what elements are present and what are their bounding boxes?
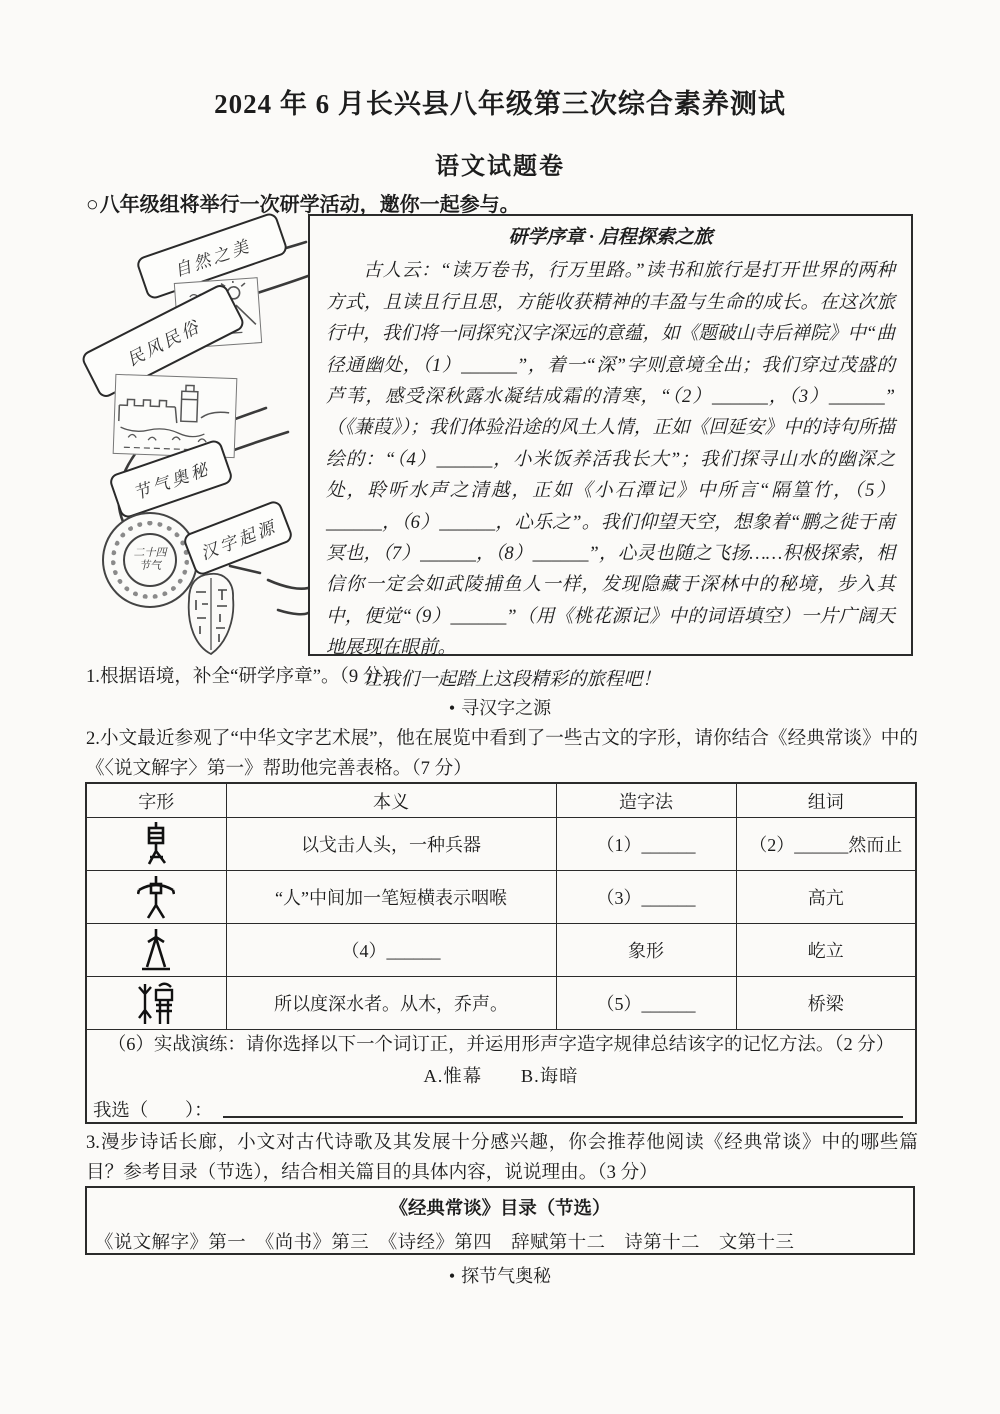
meaning-cell: （4）______ [226, 924, 556, 977]
circle-marker-icon: ○ [86, 192, 99, 216]
character-analysis-table [85, 782, 917, 1124]
practice-prompt: （6）实战演练：请你选择以下一个词订正，并运用形声字造字规律总结该字的记忆方法。（2 分） [107, 1034, 895, 1054]
prologue-box [308, 214, 913, 690]
answer-label: 我选（ ）： [93, 1100, 213, 1120]
tag-solar-terms-mystery-label: 节气奥秘 [130, 458, 213, 503]
prologue-paragraph-2: 让我们一起踏上这段精彩的旅程吧！ [363, 668, 661, 690]
table-row [86, 977, 916, 1030]
tag-hanzi-origin-label: 汉字起源 [197, 516, 280, 564]
section-hanzi-source-label: 寻汉字之源 [461, 698, 552, 718]
method-cell: （5）______ [556, 977, 736, 1030]
page-title: 2024 年 6 月长兴县八年级第三次综合素养测试 [214, 89, 786, 119]
oracle-bone-sketch-icon [180, 570, 242, 658]
table-row [86, 871, 916, 924]
word-cell: 桥梁 [736, 977, 916, 1030]
glyph-cell [86, 977, 226, 1030]
li-standing-person-ancient-glyph [138, 927, 174, 973]
method-cell: （1）______ [556, 818, 736, 871]
glyph-cell [86, 818, 226, 871]
question-3: 3.漫步诗话长廊，小文对古代诗歌及其发展十分感兴趣，你会推荐他阅读《经典常谈》中的哪些篇目？参考目录（节选），结合相关篇目的具体内容，说说理由。（3 分） [86, 1132, 918, 1183]
catalog-items: 《说文解字》第一 《尚书》第三 《诗经》第四 辞赋第十二 诗第十二 文第十三 [95, 1232, 795, 1252]
catalog-box [85, 1186, 915, 1255]
glyph-cell [86, 871, 226, 924]
meaning-cell: 以戈击人头，一种兵器 [226, 818, 556, 871]
kang-throat-ancient-glyph [137, 874, 175, 920]
jia-halberd-ancient-glyph [139, 821, 173, 867]
intro-text: 八年级组将举行一次研学活动，邀你一起参与。 [99, 194, 520, 216]
tag-nature-beauty-label: 自然之美 [171, 235, 254, 280]
header-word: 组词 [736, 783, 916, 818]
method-cell: 象形 [556, 924, 736, 977]
word-cell: （2）______然而止 [736, 818, 916, 871]
question-2: 2.小文最近参观了“中华文字艺术展”，他在展览中看到了一些古文的字形，请你结合《经典常谈》中的《〈说文解字〉第一》帮助他完善表格。（7 分） [86, 728, 918, 779]
intro-line [86, 188, 520, 217]
meaning-cell: 所以度深水者。从木，乔声。 [226, 977, 556, 1030]
prologue-paragraph-1: 古人云：“读万卷书，行万里路。”读书和旅行是打开世界的两种方式，且读且行且思，方能收获精神的丰盈与生命的成长。在这次旅行中，我们将一同探究汉字深远的意蕴，如《题破山寺后禅院》中“曲径通幽处，（1）______”，着一“深”字则意境全出；我们穿过茂盛的芦苇，感受深秋露水凝结成霜的清寒，“（2）______，（3）______”（《蒹葭》）；我们体验沿途的风土人情，正如《回延安》中的诗句所描绘的：“（4）______，小米饭养活我长大”；我们探寻山水的幽深之处，聆听水声之清越，正如《小石潭记》中所言“隔篁竹，（5）______，（6）______，心乐之”。我们仰望天空，想象着“鹏之徙于南冥也，（7）______，（8）______”，心灵也随之飞扬……积极探索，相信你一定会如武陵捕鱼人一样，发现隐藏于深林中的秘境，步入其中，便觉“（9）______”（用《桃花源记》中的词语填空）一片广阔天地展现在眼前。 [326, 260, 895, 659]
answer-row [93, 1096, 909, 1122]
header-method: 造字法 [556, 783, 736, 818]
table-row [86, 924, 916, 977]
answer-blank-line [223, 1098, 903, 1118]
research-theme-illustration [80, 218, 308, 658]
bullet-dot-icon: • [448, 1266, 456, 1286]
section-jieqi-mystery [0, 1262, 1000, 1288]
solar-terms-wheel-label: 二十四节气 [123, 533, 177, 587]
practice-cell [86, 1030, 916, 1124]
glyph-cell [86, 924, 226, 977]
header-glyph: 字形 [86, 783, 226, 818]
word-cell: 屹立 [736, 924, 916, 977]
section-jieqi-mystery-label: 探节气奥秘 [461, 1266, 552, 1286]
qiao-bridge-seal-glyph [136, 980, 176, 1026]
word-cell: 高亢 [736, 871, 916, 924]
practice-row [86, 1030, 916, 1124]
tag-folk-customs-label: 民风民俗 [123, 316, 204, 370]
page-subtitle: 语文试题卷 [435, 154, 565, 180]
table-header-row [86, 783, 916, 818]
header-meaning: 本义 [226, 783, 556, 818]
section-hanzi-source [0, 694, 1000, 720]
meaning-cell: “人”中间加一笔短横表示咽喉 [226, 871, 556, 924]
method-cell: （3）______ [556, 871, 736, 924]
bullet-dot-icon: • [448, 698, 456, 718]
prologue-heading: 研学序章 · 启程探索之旅 [508, 227, 713, 248]
question-1: 1.根据语境，补全“研学序章”。（9 分） [86, 666, 401, 687]
practice-options: A.惟幕 B.诲暗 [423, 1066, 579, 1086]
catalog-title: 《经典常谈》目录（节选） [389, 1198, 611, 1218]
table-row [86, 818, 916, 871]
